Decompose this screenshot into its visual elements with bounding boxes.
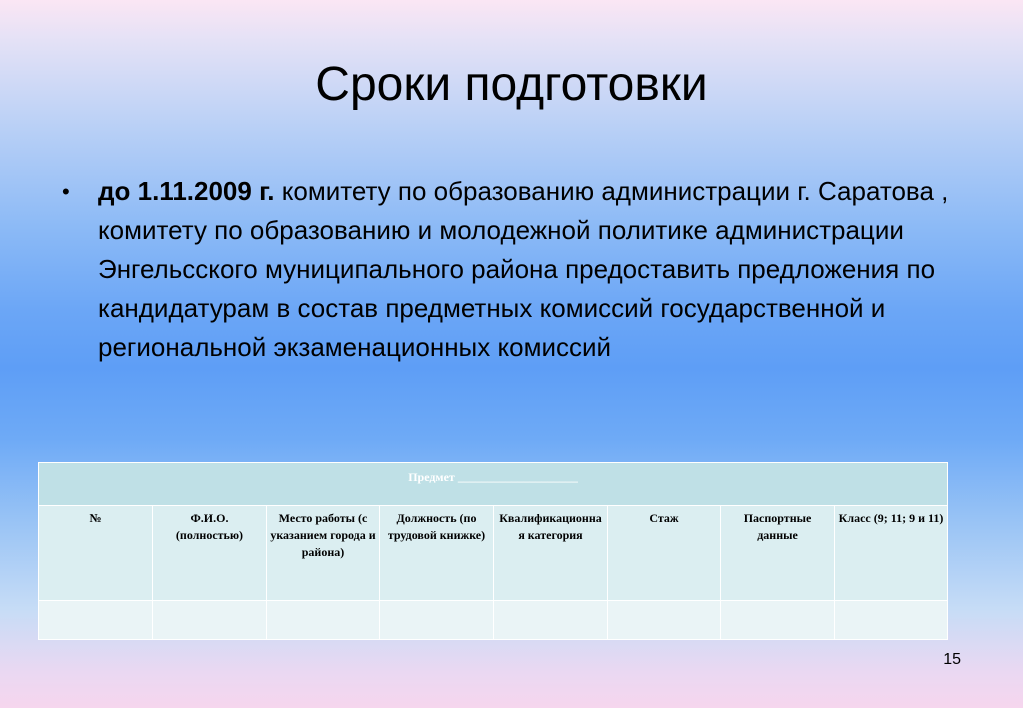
col-full-name: Ф.И.О. (полностью) (153, 506, 267, 601)
table-cell (721, 601, 835, 640)
col-grade: Класс (9; 11; 9 и 11) (835, 506, 948, 601)
bullet-marker: • (62, 179, 70, 204)
table-cell (267, 601, 380, 640)
subject-row (39, 463, 948, 506)
col-number: № (39, 506, 153, 601)
header-row (39, 506, 948, 601)
page-number: 15 (943, 651, 961, 668)
col-qualification: Квалификационная категория (494, 506, 608, 601)
subject-cell: Предмет ____________________ (39, 463, 948, 506)
table-cell (494, 601, 608, 640)
table-row (39, 601, 948, 640)
slide-title: Сроки подготовки (315, 58, 708, 111)
table-cell (39, 601, 153, 640)
table-cell (608, 601, 721, 640)
col-workplace: Место работы (с указанием города и района) (267, 506, 380, 601)
col-position: Должность (по трудовой книжке) (380, 506, 494, 601)
table-cell (835, 601, 948, 640)
bullet-body: комитету по образованию администрации г. Саратова , комитету по образованию и молодежной политике администрации Энгельсского муниципального района предоставить предложения по кандидатурам в состав предметных комиссий государственной и региональной экзаменационных комиссий (98, 176, 949, 362)
bullet-text (98, 172, 958, 367)
candidate-form-table (38, 462, 948, 640)
col-experience: Стаж (608, 506, 721, 601)
col-passport: Паспортные данные (721, 506, 835, 601)
table-cell (153, 601, 267, 640)
bullet-date: до 1.11.2009 г. (98, 176, 275, 206)
table-cell (380, 601, 494, 640)
